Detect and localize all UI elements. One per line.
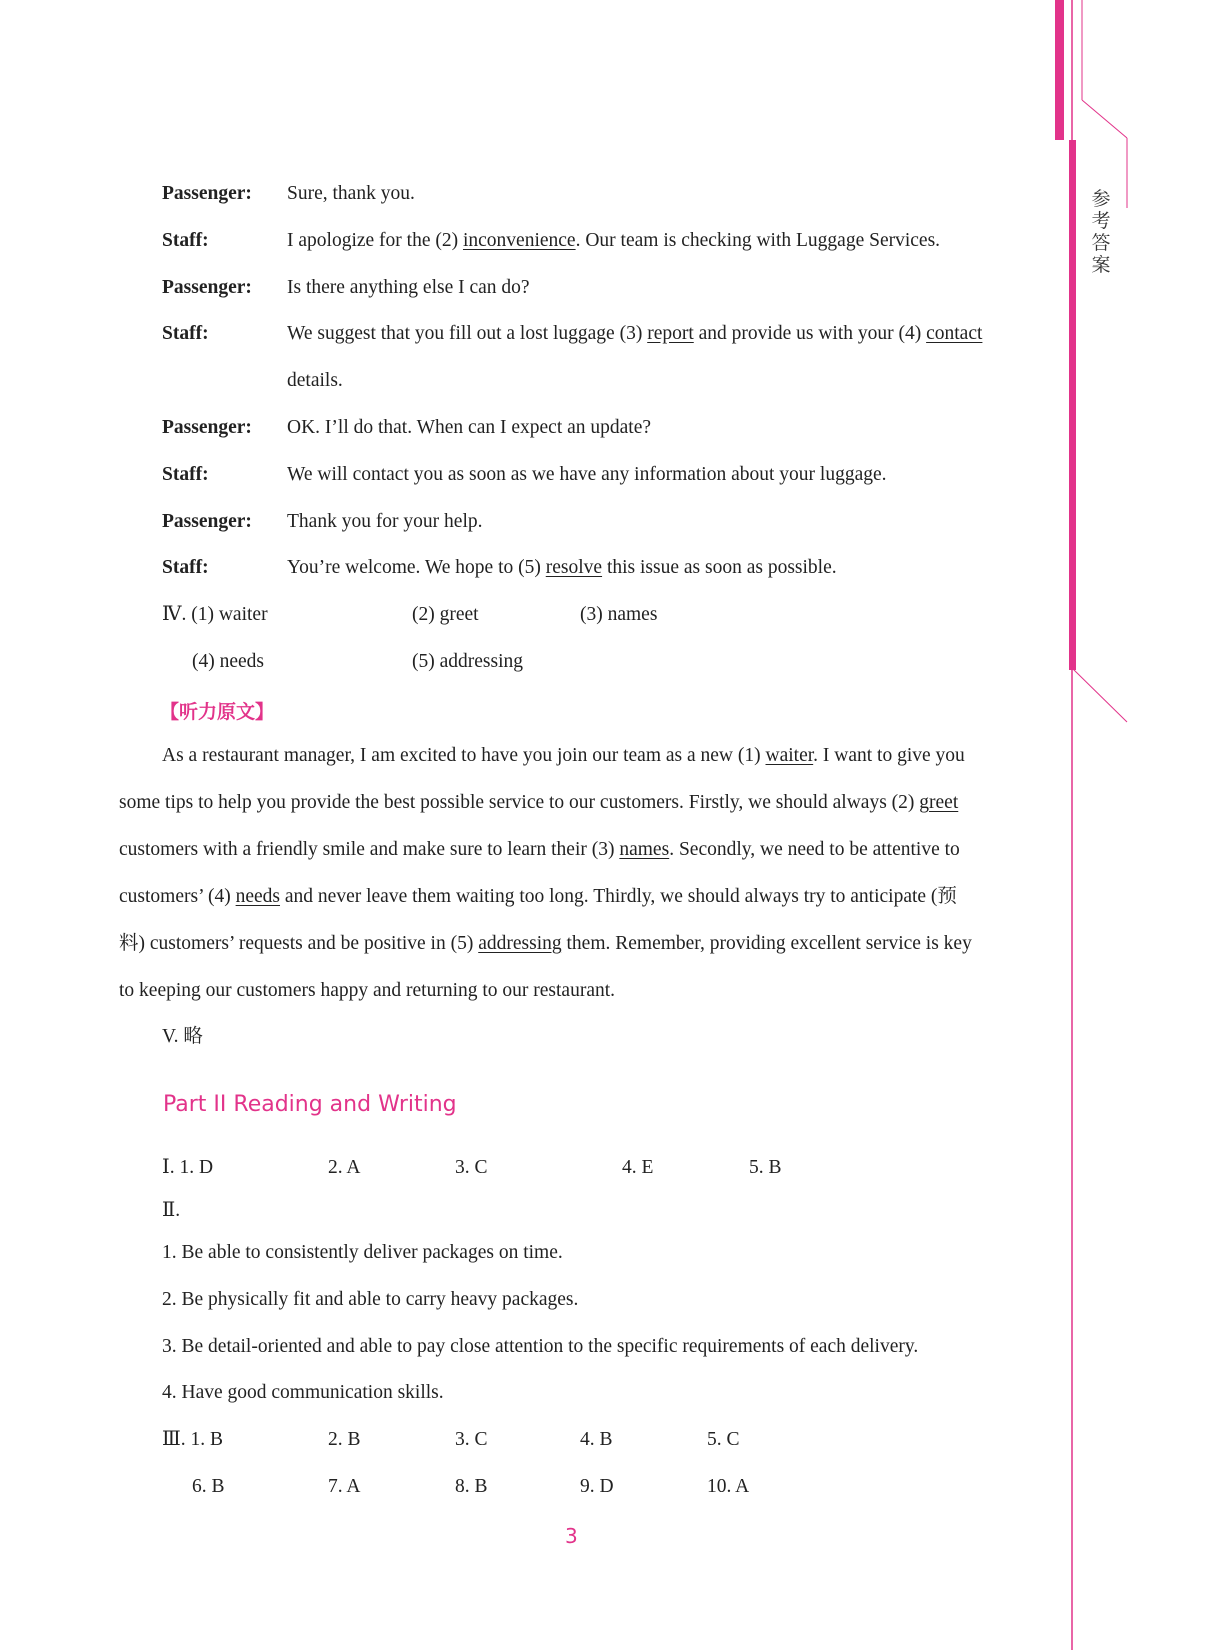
reading2-item: 3. Be detail-oriented and able to pay close attention to the specific requirements of each delivery.: [162, 1336, 919, 1357]
speaker-label: Passenger:: [162, 417, 252, 438]
dialogue-line: OK. I’ll do that. When can I expect an update?: [287, 417, 652, 438]
reading2-label: Ⅱ.: [162, 1200, 181, 1221]
speaker-label: Staff:: [162, 464, 209, 485]
listening-script-heading: 【听力原文】: [160, 701, 275, 723]
reading1-answer-2: 2. A: [328, 1157, 361, 1178]
passage-line: customers with a friendly smile and make sure to learn their (3) names. Secondly, we need to be attentive to: [119, 839, 960, 860]
reading2-item: 2. Be physically fit and able to carry heavy packages.: [162, 1289, 579, 1310]
reading2-item: 1. Be able to consistently deliver packages on time.: [162, 1242, 563, 1263]
side-section-label: 参考答案: [1091, 188, 1111, 276]
reading2-item: 4. Have good communication skills.: [162, 1382, 444, 1403]
section4-answer-4: (4) needs: [192, 651, 265, 672]
speaker-label: Passenger:: [162, 277, 252, 298]
answer-blank: greet: [919, 792, 959, 813]
dialogue-line: We suggest that you fill out a lost luggage (3) report and provide us with your (4) contact: [287, 323, 983, 344]
dialogue-line: Is there anything else I can do?: [287, 277, 530, 298]
passage-line: 料) customers’ requests and be positive in (5) addressing them. Remember, providing excellent service is key: [119, 933, 972, 954]
answer-blank: needs: [235, 886, 281, 907]
dialogue-line-continued: details.: [287, 370, 343, 391]
answer-blank: waiter: [765, 745, 814, 766]
section5-answer: V. 略: [162, 1026, 203, 1047]
reading1-answer-3: 3. C: [455, 1157, 488, 1178]
reading3-answer: 2. B: [328, 1429, 361, 1450]
dialogue-line: I apologize for the (2) inconvenience. Our team is checking with Luggage Services.: [287, 230, 941, 251]
reading1-answer-1: Ⅰ. 1. D: [162, 1157, 214, 1178]
passage-line: to keeping our customers happy and returning to our restaurant.: [119, 980, 616, 1001]
dialogue-line: You’re welcome. We hope to (5) resolve this issue as soon as possible.: [287, 557, 837, 578]
reading3-answer: 6. B: [192, 1476, 225, 1497]
reading3-answer: 5. C: [707, 1429, 740, 1450]
answer-blank: inconvenience: [462, 230, 576, 251]
speaker-label: Passenger:: [162, 511, 252, 532]
reading3-answer: 8. B: [455, 1476, 488, 1497]
answer-blank: report: [647, 323, 694, 344]
answer-blank: names: [619, 839, 670, 860]
reading3-answer: 9. D: [580, 1476, 614, 1497]
section4-answer-5: (5) addressing: [412, 651, 524, 672]
answer-blank: addressing: [478, 933, 562, 954]
section4-answer-3: (3) names: [580, 604, 658, 625]
reading1-answer-5: 5. B: [749, 1157, 782, 1178]
reading3-answer: 3. C: [455, 1429, 488, 1450]
reading3-answer: 4. B: [580, 1429, 613, 1450]
reading1-answer-4: 4. E: [622, 1157, 654, 1178]
page-number: 3: [565, 1524, 578, 1548]
part2-title: Part II Reading and Writing: [163, 1092, 457, 1117]
answer-blank: contact: [926, 323, 983, 344]
dialogue-line: Sure, thank you.: [287, 183, 415, 204]
passage-line: As a restaurant manager, I am excited to have you join our team as a new (1) waiter. I want to give you: [162, 745, 965, 766]
dialogue-line: Thank you for your help.: [287, 511, 483, 532]
dialogue-line: We will contact you as soon as we have any information about your luggage.: [287, 464, 887, 485]
reading3-answer: Ⅲ. 1. B: [162, 1429, 224, 1450]
reading3-answer: 10. A: [707, 1476, 750, 1497]
passage-line: some tips to help you provide the best possible service to our customers. Firstly, we should always (2) greet: [119, 792, 959, 813]
speaker-label: Staff:: [162, 230, 209, 251]
passage-line: customers’ (4) needs and never leave them waiting too long. Thirdly, we should always try to anticipate (预: [119, 886, 957, 907]
speaker-label: Staff:: [162, 323, 209, 344]
speaker-label: Staff:: [162, 557, 209, 578]
answer-blank: resolve: [545, 557, 603, 578]
section4-answer-1: Ⅳ. (1) waiter: [162, 604, 268, 625]
section4-answer-2: (2) greet: [412, 604, 479, 625]
speaker-label: Passenger:: [162, 183, 252, 204]
reading3-answer: 7. A: [328, 1476, 361, 1497]
